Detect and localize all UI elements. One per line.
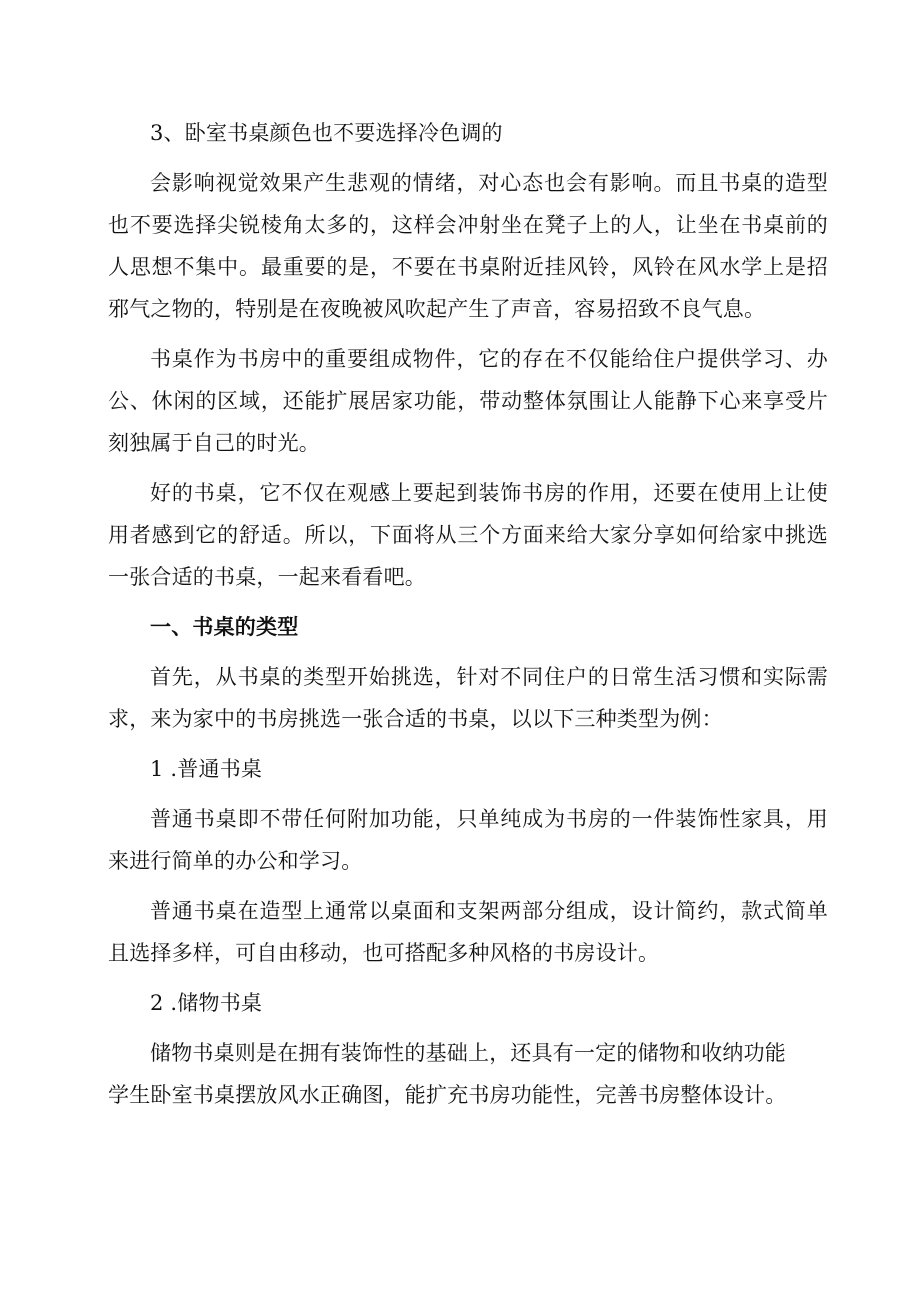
section-heading-desk-types: 一、书桌的类型 — [150, 614, 299, 639]
paragraph-desk-color-effects: 会影响视觉效果产生悲观的情绪，对心态也会有影响。而且书桌的造型也不要选择尖锐棱角太多的，这样会冲射坐在凳子上的人，让坐在书桌前的人思想不集中。最重要的是，不要在书桌附近挂风铃，风铃在风水学上是招邪气之物的，特别是在夜晚被风吹起产生了声音，容易招致不良气息。 — [108, 171, 828, 321]
subheading-ordinary-desk: 1 .普通书桌 — [150, 757, 263, 781]
subheading-bedroom-desk-color: 3、卧室书桌颜色也不要选择冷色调的 — [150, 121, 503, 145]
subheading-storage-desk: 2 .储物书桌 — [150, 991, 263, 1015]
paragraph-ordinary-desk-design: 普通书桌在造型上通常以桌面和支架两部分组成，设计简约，款式简单且选择多样，可自由移动，也可搭配多种风格的书房设计。 — [108, 899, 828, 965]
paragraph-desk-types-intro: 首先，从书桌的类型开始挑选，针对不同住户的日常生活习惯和实际需求，来为家中的书房挑选一张合适的书桌，以以下三种类型为例： — [108, 665, 828, 731]
document-body — [108, 112, 828, 1116]
paragraph-good-desk: 好的书桌，它不仅在观感上要起到装饰书房的作用，还要在使用上让使用者感到它的舒适。所以，下面将从三个方面来给大家分享如何给家中挑选一张合适的书桌，一起来看看吧。 — [108, 481, 828, 589]
paragraph-desk-importance: 书桌作为书房中的重要组成物件，它的存在不仅能给住户提供学习、办公、休闲的区域，还能扩展居家功能，带动整体氛围让人能静下心来享受片刻独属于自己的时光。 — [108, 347, 828, 455]
paragraph-ordinary-desk-definition: 普通书桌即不带任何附加功能，只单纯成为书房的一件装饰性家具，用来进行简单的办公和学习。 — [108, 807, 828, 873]
paragraph-storage-desk-definition: 储物书桌则是在拥有装饰性的基础上，还具有一定的储物和收纳功能 — [150, 1041, 786, 1065]
paragraph-storage-desk-continuation: 学生卧室书桌摆放风水正确图，能扩充书房功能性，完善书房整体设计。 — [108, 1083, 787, 1107]
